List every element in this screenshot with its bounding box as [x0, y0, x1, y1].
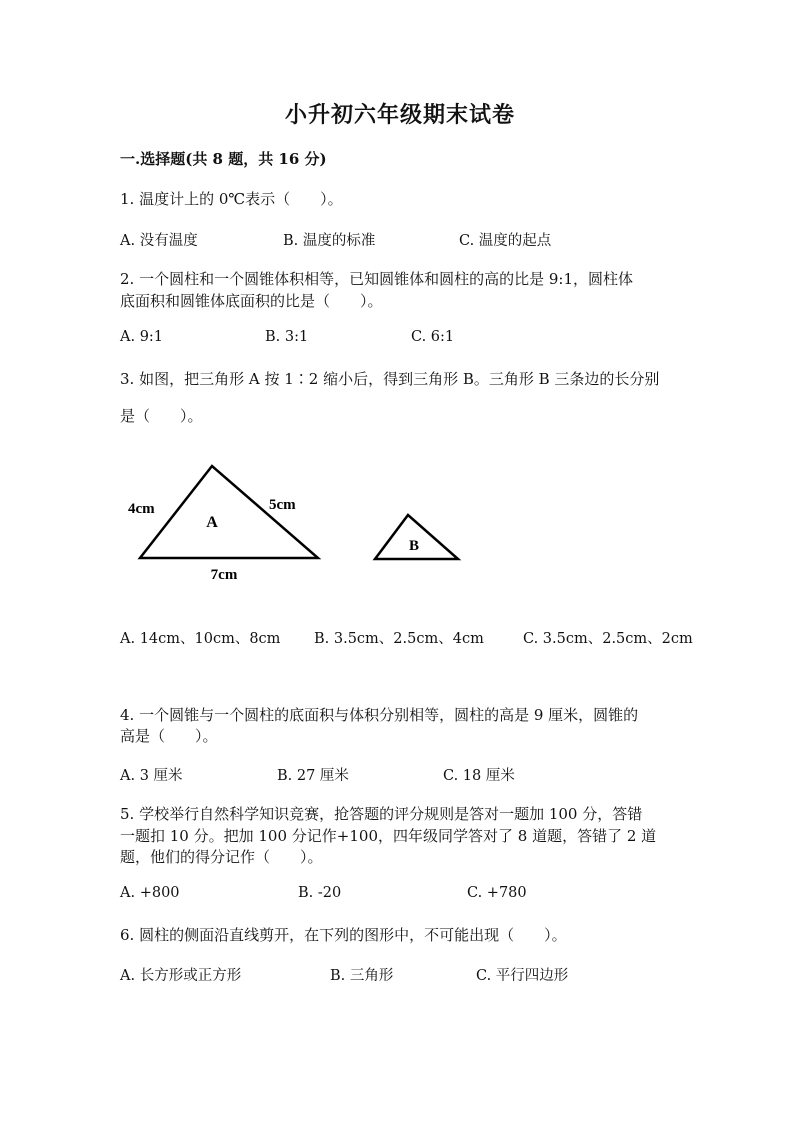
question-3-text-line-2: 是（ ）。 — [120, 407, 203, 425]
triangle-a-side-right: 5cm — [269, 497, 296, 513]
triangle-a-label: A — [206, 514, 218, 531]
question-5-text-line-2: 一题扣 10 分。把加 100 分记作+100，四年级同学答对了 8 道题，答错了 2 道 — [120, 827, 657, 845]
question-4-option-c: C. 18 厘米 — [443, 768, 515, 784]
triangle-a-side-bottom: 7cm — [210, 567, 238, 583]
page-title: 小升初六年级期末试卷 — [284, 102, 515, 128]
question-1-option-b: B. 温度的标准 — [283, 233, 376, 249]
question-6-option-c: C. 平行四边形 — [476, 968, 569, 984]
question-5-option-c: C. +780 — [467, 885, 527, 901]
question-6-option-b: B. 三角形 — [330, 968, 394, 984]
question-3-option-b: B. 3.5cm、2.5cm、4cm — [314, 631, 484, 647]
question-1-option-c: C. 温度的起点 — [459, 233, 552, 249]
triangle-a-side-left: 4cm — [128, 501, 155, 517]
question-2-option-b: B. 3:1 — [265, 329, 309, 345]
question-5-option-a: A. +800 — [120, 885, 180, 901]
question-4-text-line-1: 4. 一个圆锥与一个圆柱的底面积与体积分别相等，圆柱的高是 9 厘米，圆锥的 — [120, 706, 639, 724]
question-1-text: 1. 温度计上的 0℃表示（ ）。 — [120, 190, 343, 208]
question-4-option-b: B. 27 厘米 — [277, 768, 349, 784]
question-5-option-b: B. -20 — [298, 885, 342, 901]
question-5-text-line-3: 题，他们的得分记作（ ）。 — [120, 848, 323, 866]
question-2-option-a: A. 9:1 — [120, 329, 164, 345]
question-6-text: 6. 圆柱的侧面沿直线剪开，在下列的图形中，不可能出现（ ）。 — [120, 926, 567, 944]
question-2-text-line-1: 2. 一个圆柱和一个圆锥体积相等，已知圆锥体和圆柱的高的比是 9:1，圆柱体 — [120, 270, 633, 288]
question-4-option-a: A. 3 厘米 — [120, 768, 183, 784]
triangle-b-label: B — [408, 538, 420, 554]
section-heading: 一.选择题(共 8 题，共 16 分) — [120, 150, 327, 168]
triangle-figure — [120, 455, 480, 595]
question-4-text-line-2: 高是（ ）。 — [120, 727, 218, 745]
question-6-option-a: A. 长方形或正方形 — [120, 968, 242, 984]
question-3-option-c: C. 3.5cm、2.5cm、2cm — [523, 631, 693, 647]
question-3-text-line-1: 3. 如图，把三角形 A 按 1∶2 缩小后，得到三角形 B。三角形 B 三条边的长分别 — [120, 370, 660, 388]
question-5-text-line-1: 5. 学校举行自然科学知识竞赛，抢答题的评分规则是答对一题加 100 分，答错 — [120, 805, 643, 823]
question-3-option-a: A. 14cm、10cm、8cm — [120, 631, 281, 647]
question-2-text-line-2: 底面积和圆锥体底面积的比是（ ）。 — [120, 292, 383, 310]
question-1-option-a: A. 没有温度 — [120, 233, 198, 249]
question-2-option-c: C. 6:1 — [411, 329, 455, 345]
